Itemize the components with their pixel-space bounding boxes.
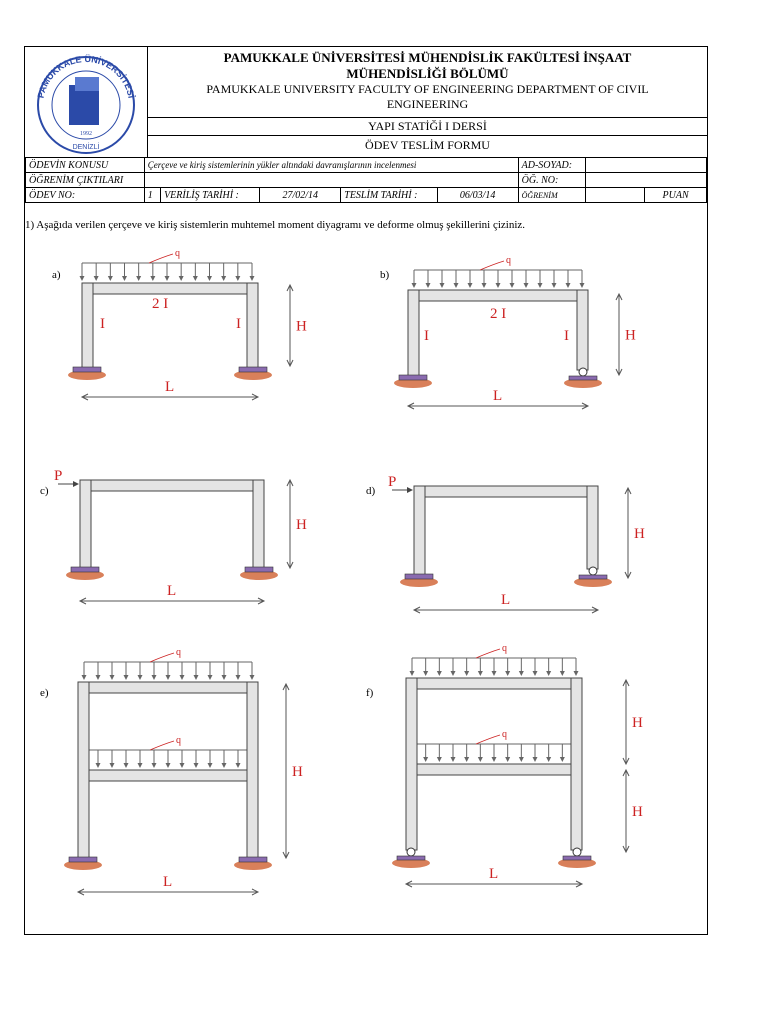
fig-e-mid-beam bbox=[78, 770, 258, 781]
logo-year: 1992 bbox=[80, 131, 92, 137]
fig-f-mid-load-arrowhead bbox=[437, 757, 442, 762]
fig-a-load-arrowhead bbox=[250, 276, 255, 281]
fig-a-load-arrowhead bbox=[108, 276, 113, 281]
fig-a-load-arrowhead bbox=[136, 276, 141, 281]
fig-e-top-load-arrowhead bbox=[236, 675, 241, 680]
fig-e-mid-load-label: q bbox=[176, 735, 181, 746]
fig-d-height-label: H bbox=[634, 526, 645, 542]
fig-a-load-arrowhead bbox=[80, 276, 85, 281]
fig-d-beam bbox=[414, 486, 598, 497]
fig-a-load-arrowhead bbox=[193, 276, 198, 281]
fig-e-top-load-arrowhead bbox=[82, 675, 87, 680]
fig-a-length-label: L bbox=[165, 379, 175, 395]
fig-f-height-lower-label: H bbox=[632, 804, 643, 820]
fig-e-top-load-arrowhead bbox=[96, 675, 101, 680]
fig-b-load-arrowhead bbox=[426, 283, 431, 288]
hw-no-value: 1 bbox=[144, 188, 160, 203]
fig-e-mid-load-arrowhead bbox=[194, 763, 199, 768]
fig-f-right-column bbox=[571, 678, 582, 850]
logo-arc-text: PAMUKKALE ÜNİVERSİTESİ bbox=[35, 53, 137, 100]
topic-label: ÖDEVİN KONUSU bbox=[26, 158, 145, 173]
given-value: 27/02/14 bbox=[260, 188, 341, 203]
fig-d-label: d) bbox=[366, 485, 376, 497]
fig-a-load-arrowhead bbox=[207, 276, 212, 281]
fig-f-top-load-arrowhead bbox=[533, 671, 538, 676]
fig-f-top-load-arrowhead bbox=[560, 671, 565, 676]
fig-e-left-support bbox=[69, 857, 97, 862]
fig-e-height-label: H bbox=[292, 764, 303, 780]
fig-a-left-column bbox=[82, 283, 93, 370]
fig-f-mid-load-arrowhead bbox=[423, 757, 428, 762]
fig-f-left-support-pin bbox=[407, 848, 415, 856]
fig-d-left-column bbox=[414, 486, 425, 577]
fig-e-top-load-arrowhead bbox=[110, 675, 115, 680]
fig-c-height-label: H bbox=[296, 517, 307, 533]
fig-e-left-column bbox=[78, 682, 89, 860]
fig-e-mid-load-arrowhead bbox=[180, 763, 185, 768]
fig-f-mid-load-leader bbox=[476, 735, 500, 744]
fig-a-right-inertia: I bbox=[236, 316, 241, 332]
fig-e-top-load-arrowhead bbox=[222, 675, 227, 680]
fig-b-length-label: L bbox=[493, 388, 503, 404]
fig-e-mid-load-arrowhead bbox=[110, 763, 115, 768]
fig-f-label: f) bbox=[366, 687, 374, 699]
fig-e-mid-load-arrowhead bbox=[138, 763, 143, 768]
fig-f-top-load-arrowhead bbox=[574, 671, 579, 676]
fig-f-length-label: L bbox=[489, 866, 499, 882]
form-name: ÖDEV TESLİM FORMU bbox=[365, 138, 490, 152]
fig-e-length-label: L bbox=[163, 874, 173, 890]
fig-c-right-support bbox=[245, 567, 273, 572]
fig-a-load-arrowhead bbox=[94, 276, 99, 281]
fig-e-right-support bbox=[239, 857, 267, 862]
fig-d-point-load-head bbox=[407, 487, 413, 493]
fig-c-point-load-label: P bbox=[54, 468, 63, 484]
fig-a-left-inertia: I bbox=[100, 316, 105, 332]
fig-e-top-load-arrowhead bbox=[138, 675, 143, 680]
fig-f-top-load-label: q bbox=[502, 643, 507, 654]
due-value: 06/03/14 bbox=[437, 188, 518, 203]
fig-a-height-label: H bbox=[296, 318, 307, 335]
fig-f-mid-load-arrowhead bbox=[492, 757, 497, 762]
fig-e-top-load-arrowhead bbox=[152, 675, 157, 680]
fig-c-right-column bbox=[253, 480, 264, 570]
fig-b-right-inertia: I bbox=[564, 328, 569, 344]
fig-c-label: c) bbox=[40, 485, 49, 497]
fig-e-top-load-arrowhead bbox=[250, 675, 255, 680]
fig-f-mid-load-arrowhead bbox=[546, 757, 551, 762]
fig-a-label: a) bbox=[52, 269, 61, 281]
fig-a-load-leader bbox=[149, 254, 173, 263]
topic-value: Çerçeve ve kiriş sistemlerinin yükler altındaki davranışlarının incelenmesi bbox=[144, 158, 518, 173]
fig-b-height-label: H bbox=[625, 327, 636, 344]
fig-b-right-support-pin bbox=[579, 368, 587, 376]
fig-b-load-arrowhead bbox=[538, 283, 543, 288]
fig-d-left-support bbox=[405, 574, 433, 579]
fig-b-load-arrowhead bbox=[412, 283, 417, 288]
fig-f-top-load-arrowhead bbox=[505, 671, 510, 676]
fig-f-mid-load-arrowhead bbox=[451, 757, 456, 762]
fig-d-right-support-pin bbox=[589, 567, 597, 575]
fig-e-label: e) bbox=[40, 687, 49, 699]
fig-a-right-column bbox=[247, 283, 258, 370]
fig-b-right-column bbox=[577, 290, 588, 370]
fig-b-load-arrowhead bbox=[580, 283, 585, 288]
outcomes-label: ÖĞRENİM ÇIKTILARI bbox=[26, 173, 145, 188]
fig-b-load-leader bbox=[480, 261, 504, 270]
fig-e-mid-load-arrowhead bbox=[96, 763, 101, 768]
fig-e-mid-load-arrowhead bbox=[152, 763, 157, 768]
fig-a-load-label: q bbox=[175, 248, 180, 259]
fig-e-top-load-leader bbox=[150, 653, 174, 662]
fig-e-top-beam bbox=[78, 682, 258, 693]
student-no-label: ÖĞ. NO: bbox=[518, 173, 585, 188]
fig-a-load-arrowhead bbox=[150, 276, 155, 281]
fig-f-mid-load-arrowhead bbox=[519, 757, 524, 762]
fig-e-top-load-label: q bbox=[176, 647, 181, 658]
fig-b-left-support bbox=[399, 375, 427, 380]
fig-b-beam-inertia: 2 I bbox=[490, 306, 507, 322]
fig-e-top-load-arrowhead bbox=[208, 675, 213, 680]
fig-f-top-load-arrowhead bbox=[437, 671, 442, 676]
fig-f-mid-load-label: q bbox=[502, 729, 507, 740]
fig-b-load-arrowhead bbox=[482, 283, 487, 288]
fig-a-left-support bbox=[73, 367, 101, 372]
fig-b-load-arrowhead bbox=[510, 283, 515, 288]
fig-f-mid-load-arrowhead bbox=[478, 757, 483, 762]
fig-f-left-column bbox=[406, 678, 417, 850]
fig-e-top-load-arrowhead bbox=[124, 675, 129, 680]
fig-f-mid-load-arrowhead bbox=[533, 757, 538, 762]
fig-e-top-load-arrowhead bbox=[194, 675, 199, 680]
fig-c-point-load-head bbox=[73, 481, 79, 487]
fig-f-mid-load-arrowhead bbox=[464, 757, 469, 762]
fig-b-load-arrowhead bbox=[440, 283, 445, 288]
fig-f-mid-beam bbox=[406, 764, 582, 775]
course-name: YAPI STATİĞİ I DERSİ bbox=[148, 117, 707, 136]
fig-c-left-support bbox=[71, 567, 99, 572]
fig-f-top-load-arrowhead bbox=[519, 671, 524, 676]
fig-f-mid-load-arrowhead bbox=[560, 757, 565, 762]
fig-d-right-support bbox=[579, 575, 607, 579]
fig-e-mid-load-arrowhead bbox=[124, 763, 129, 768]
hw-no-label: ÖDEV NO: bbox=[26, 188, 145, 203]
fig-e-mid-load-arrowhead bbox=[208, 763, 213, 768]
fig-d-point-load-label: P bbox=[388, 474, 397, 490]
fig-e-top-load-arrowhead bbox=[166, 675, 171, 680]
fig-d-right-column bbox=[587, 486, 598, 569]
fig-c-beam bbox=[80, 480, 264, 491]
fig-b-load-arrowhead bbox=[566, 283, 571, 288]
fig-e-mid-load-arrowhead bbox=[222, 763, 227, 768]
fig-b-load-arrowhead bbox=[552, 283, 557, 288]
fig-f-mid-load-arrowhead bbox=[505, 757, 510, 762]
fig-f-left-support bbox=[397, 856, 425, 860]
title-en-line1: PAMUKKALE UNIVERSITY FACULTY OF ENGINEERING DEPARTMENT OF CIVIL bbox=[206, 82, 649, 96]
fig-e-right-column bbox=[247, 682, 258, 860]
fig-f-top-load-arrowhead bbox=[492, 671, 497, 676]
fig-a-load-arrowhead bbox=[122, 276, 127, 281]
fig-b-load-label: q bbox=[506, 255, 511, 266]
fig-f-top-load-arrowhead bbox=[546, 671, 551, 676]
title-tr-line2: MÜHENDİSLİĞİ BÖLÜMÜ bbox=[346, 66, 509, 81]
fig-b-left-column bbox=[408, 290, 419, 378]
fig-a-right-support bbox=[239, 367, 267, 372]
fig-a-load-arrowhead bbox=[235, 276, 240, 281]
fig-a-load-arrowhead bbox=[221, 276, 226, 281]
fig-d-length-label: L bbox=[501, 592, 511, 608]
learning-label: ÖĞRENİM bbox=[518, 188, 585, 203]
fig-c-length-label: L bbox=[167, 583, 177, 599]
fig-a-load-arrowhead bbox=[165, 276, 170, 281]
title-en-line2: ENGINEERING bbox=[386, 97, 469, 111]
fig-b-load-arrowhead bbox=[468, 283, 473, 288]
given-label: VERİLİŞ TARİHİ : bbox=[161, 188, 260, 203]
fig-f-right-support-pin bbox=[573, 848, 581, 856]
fig-b-right-support bbox=[569, 376, 597, 380]
fig-b-load-arrowhead bbox=[496, 283, 501, 288]
fig-b-left-inertia: I bbox=[424, 328, 429, 344]
name-label: AD-SOYAD: bbox=[518, 158, 585, 173]
question-text: 1) Aşağıda verilen çerçeve ve kiriş sistemlerin muhtemel moment diyagramı ve deforme olmuş şekillerini çiziniz. bbox=[25, 219, 526, 231]
fig-b-beam bbox=[408, 290, 588, 301]
fig-f-top-load-arrowhead bbox=[451, 671, 456, 676]
fig-e-mid-load-arrowhead bbox=[166, 763, 171, 768]
grade-label: PUAN bbox=[645, 188, 707, 203]
fig-c-left-column bbox=[80, 480, 91, 570]
fig-f-height-upper-label: H bbox=[632, 715, 643, 731]
fig-a-beam bbox=[82, 283, 258, 294]
fig-f-top-load-arrowhead bbox=[478, 671, 483, 676]
fig-b-load-arrowhead bbox=[454, 283, 459, 288]
fig-e-mid-load-arrowhead bbox=[236, 763, 241, 768]
fig-e-top-load-arrowhead bbox=[180, 675, 185, 680]
fig-f-top-load-arrowhead bbox=[410, 671, 415, 676]
fig-f-top-load-leader bbox=[476, 649, 500, 658]
fig-a-beam-inertia: 2 I bbox=[152, 296, 169, 312]
fig-f-right-support bbox=[563, 856, 591, 860]
logo-city: DENİZLİ bbox=[72, 144, 100, 151]
fig-b-load-arrowhead bbox=[524, 283, 529, 288]
fig-e-mid-load-leader bbox=[150, 741, 174, 750]
fig-f-top-beam bbox=[406, 678, 582, 689]
fig-f-top-load-arrowhead bbox=[464, 671, 469, 676]
fig-f-top-load-arrowhead bbox=[423, 671, 428, 676]
fig-b-label: b) bbox=[380, 269, 390, 281]
fig-a-load-arrowhead bbox=[179, 276, 184, 281]
title-tr-line1: PAMUKKALE ÜNİVERSİTESİ MÜHENDİSLİK FAKÜLTESİ İNŞAAT bbox=[223, 50, 632, 65]
due-label: TESLİM TARİHİ : bbox=[341, 188, 437, 203]
